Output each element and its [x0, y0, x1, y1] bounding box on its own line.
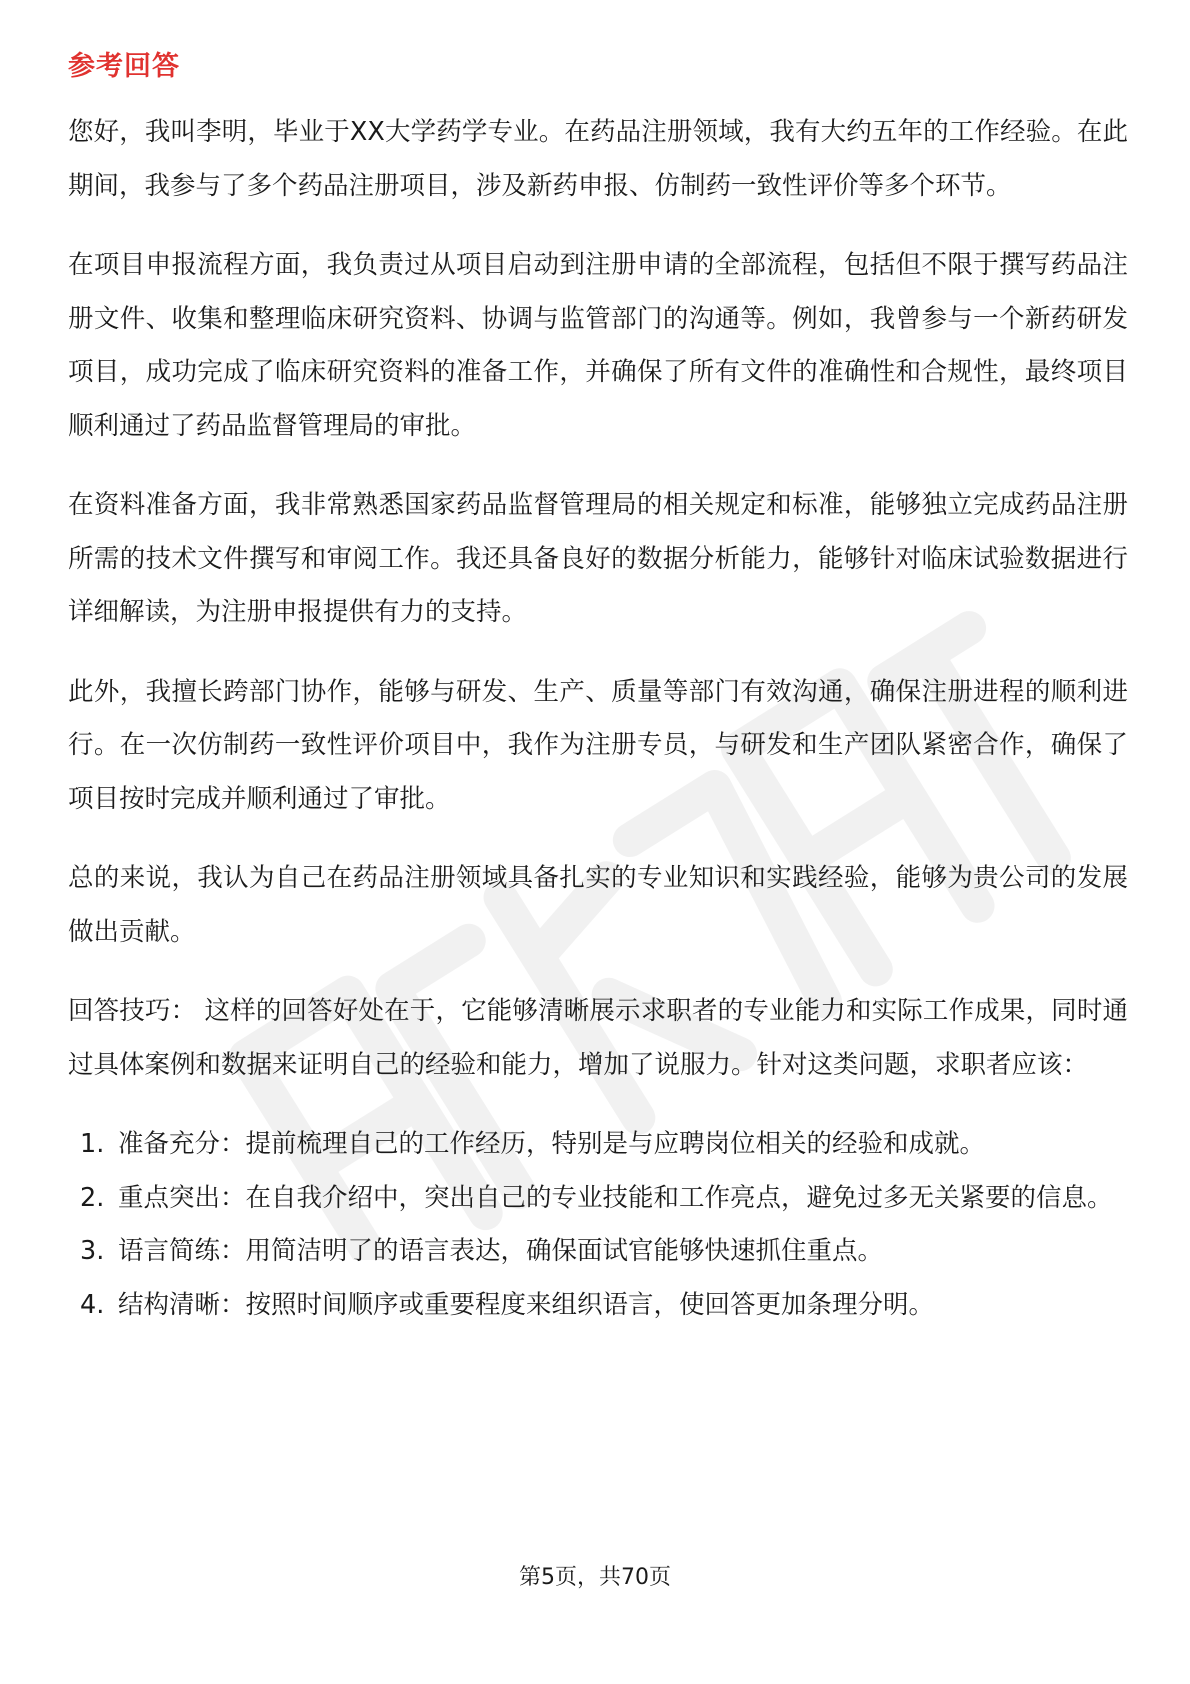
- paragraph-document-prep: 在资料准备方面，我非常熟悉国家药品监督管理局的相关规定和标准，能够独立完成药品注册所需的技术文件撰写和审阅工作。我还具备良好的数据分析能力，能够针对临床试验数据进行详细解读，为注册申报提供有力的支持。: [68, 490, 1128, 627]
- paragraph-intro: 您好，我叫李明，毕业于XX大学药学专业。在药品注册领域，我有大约五年的工作经验。在此期间，我参与了多个药品注册项目，涉及新药申报、仿制药一致性评价等多个环节。: [68, 117, 1128, 201]
- paragraph-collaboration: 此外，我擅长跨部门协作，能够与研发、生产、质量等部门有效沟通，确保注册进程的顺利进行。在一次仿制药一致性评价项目中，我作为注册专员，与研发和生产团队紧密合作，确保了项目按时完成并顺利通过了审批。: [68, 676, 1128, 814]
- tips-list: [68, 1118, 1128, 1332]
- list-item: [68, 1118, 1128, 1172]
- list-item: [68, 1279, 1128, 1333]
- list-item-number: 2.: [80, 1182, 105, 1213]
- list-item-number: 4.: [80, 1289, 105, 1320]
- paragraph-tips-intro: 回答技巧： 这样的回答好处在于，它能够清晰展示求职者的专业能力和实际工作成果，同时通过具体案例和数据来证明自己的经验和能力，增加了说服力。针对这类问题，求职者应该：: [68, 996, 1128, 1080]
- list-item-number: 1.: [80, 1129, 105, 1159]
- list-item-text: 准备充分：提前梳理自己的工作经历，特别是与应聘岗位相关的经验和成就。: [118, 1129, 986, 1159]
- content-body: [68, 106, 1128, 1332]
- paragraph-project-process: 在项目申报流程方面，我负责过从项目启动到注册申请的全部流程，包括但不限于撰写药品注册文件、收集和整理临床研究资料、协调与监管部门的沟通等。例如，我曾参与一个新药研发项目，成功完成了临床研究资料的准备工作，并确保了所有文件的准确性和合规性，最终项目顺利通过了药品监督管理局的审批。: [68, 250, 1128, 441]
- list-item-number: 3.: [80, 1236, 105, 1266]
- list-item-text: 语言简练：用简洁明了的语言表达，确保面试官能够快速抓住重点。: [118, 1236, 884, 1266]
- paragraph-summary: 总的来说，我认为自己在药品注册领域具备扎实的专业知识和实践经验，能够为贵公司的发展做出贡献。: [68, 863, 1128, 947]
- section-heading: 参考回答: [68, 51, 180, 82]
- list-item-text: 重点突出：在自我介绍中，突出自己的专业技能和工作亮点，避免过多无关紧要的信息。: [118, 1182, 1113, 1213]
- list-item: [68, 1172, 1128, 1226]
- page-footer: 第5页，共70页: [519, 1565, 671, 1590]
- list-item-text: 结构清晰：按照时间顺序或重要程度来组织语言，使回答更加条理分明。: [118, 1289, 935, 1320]
- list-item: [68, 1225, 1128, 1279]
